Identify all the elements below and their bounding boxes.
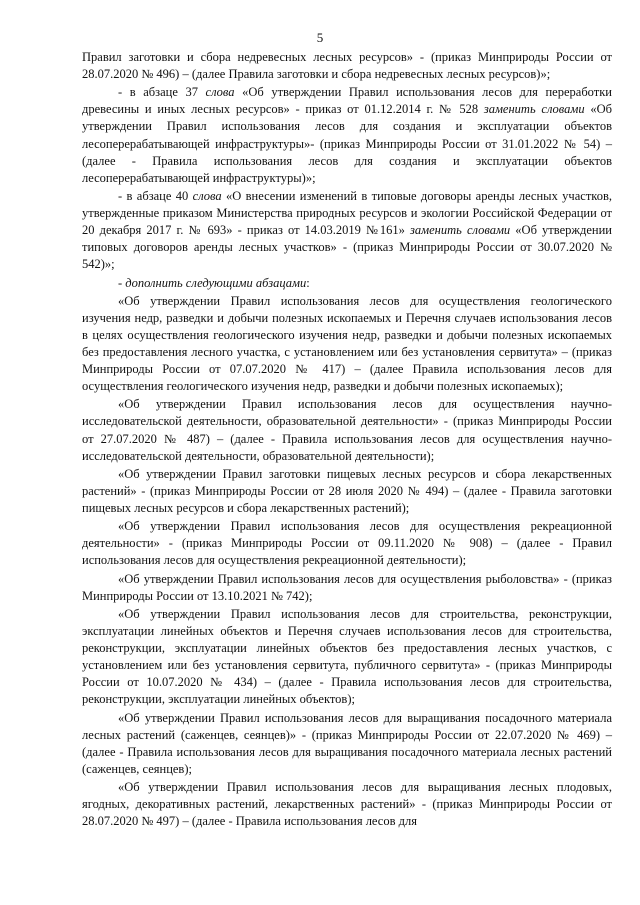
paragraph-emphasis: слова (205, 85, 235, 100)
paragraph-text: «Об утверждении Правил заготовки пищевых лесных ресурсов и сбора лекарственных растений» - (приказ Минприроды России от 28 июля 2020 № 494) – (далее - Правила заготовки пищевых лесных ресурсов и сбора лекарственных растений); (82, 466, 612, 515)
paragraph (82, 466, 612, 517)
paragraph-emphasis: заменить словами (483, 102, 585, 117)
paragraph (82, 49, 612, 83)
paragraph-text: - (118, 275, 126, 290)
paragraph (82, 606, 612, 709)
paragraph-text: Правил заготовки и сбора недревесных лесных ресурсов» - (приказ Минприроды России от 28.07.2020 № 496) – (далее Правила заготовки и сбора недревесных лесных ресурсов)»; (82, 50, 612, 82)
paragraph-text: «Об утверждении Правил использования лесов для строительства, реконструкции, эксплуатации линейных объектов и Перечня случаев использования лесов для строительства, реконструкции, эксплуатации линейных объектов без предоставления лесных участков, с установлением или без установления сервитута, публичного сервитута» - (приказ Минприроды России от 10.07.2020 № 434) – (далее - Правила использования лесов для строительства, реконструкции, эксплуатации линейных объектов); (82, 606, 612, 707)
paragraph (82, 396, 612, 464)
document-body (82, 49, 612, 831)
paragraph-text: «О внесении изменений в типовые договоры аренды лесных участков, утвержденные приказом Министерства природных ресурсов и экологии Российской Федерации от 20 декабря 2017 г. № 693» - приказ от 14.03.2019 №161» (82, 188, 612, 238)
paragraph (82, 188, 612, 273)
paragraph-text: «Об утверждении Правил использования лесов для осуществления научно-исследовательской деятельности, образовательной деятельности» - (приказ Минприроды России от 27.07.2020 № 487) – (далее - Правила использования лесов для осуществления научно-исследовательской деятельности, образовательной деятельности); (82, 397, 612, 463)
paragraph-text: «Об утверждении Правил использования лесов для осуществления рыболовства» - (приказ Минприроды России от 13.10.2021 № 742); (82, 571, 612, 603)
paragraph (82, 710, 612, 778)
paragraph-emphasis: заменить словами (410, 223, 511, 238)
paragraph-emphasis: дополнить следующими абзацами (125, 275, 307, 290)
paragraph-text: «Об утверждении Правил использования лесов для выращивания лесных плодовых, ягодных, декоративных растений, лекарственных растений» - (приказ Минприроды России от 28.07.2020 № 497) – (далее - Правила использования лесов для (82, 779, 612, 829)
paragraph-text: «Об утверждении Правил использования лесов для осуществления рекреационной деятельности» - (приказ Минприроды России от 09.11.2020 № 908) – (далее - Правил использования лесов для осуществления рекреационной деятельности); (82, 519, 612, 568)
page-number: 5 (316, 30, 324, 45)
paragraph (82, 275, 612, 292)
paragraph (82, 779, 612, 830)
paragraph (82, 571, 612, 605)
paragraph-text: «Об утверждении Правил использования лесов для переработки древесины и иных лесных ресурсов» - приказ от 01.12.2014 г. № 528 (82, 85, 612, 117)
paragraph-text: - в абзаце 37 (118, 85, 206, 100)
paragraph-text: «Об утверждении типовых договоров аренды лесных участков» - (приказ Минприроды России от 30.07.2020 № 542)»; (82, 223, 612, 272)
paragraph (82, 293, 612, 396)
paragraph-text: «Об утверждении Правил использования лесов для выращивания посадочного материала лесных растений (саженцев, сеянцев)» - (приказ Минприроды России от 22.07.2020 № 469) – (далее - Правила использования лесов для выращивания посадочного материала лесных растений (саженцев, сеянцев); (82, 710, 612, 776)
paragraph-text: : (306, 275, 310, 290)
paragraph-text: «Об утверждении Правил использования лесов для осуществления геологического изучения недр, разведки и добычи полезных ископаемых и Перечня случаев использования лесов в целях осуществления геологического изучения недр, разведки и добычи полезных ископаемых без предоставления лесного участка, с установлением или без установления сервитута» – (приказ Минприроды России от 07.07.2020 № 417) – (далее Правила использования лесов для осуществления геологического изучения недр, разведки и добычи полезных ископаемых); (82, 293, 612, 394)
paragraph (82, 518, 612, 569)
paragraph-text: «Об утверждении Правил использования лесов для создания и эксплуатации объектов лесоперерабатывающей инфраструктуры»- (приказ Минприроды России от 31.01.2022 № 54) – (далее - Правила использования лесов для создания и эксплуатации объектов лесоперерабатывающей инфраструктуры)»; (82, 102, 612, 185)
paragraph-emphasis: слова (192, 188, 222, 203)
paragraph (82, 84, 612, 187)
paragraph-text: - в абзаце 40 (118, 188, 193, 203)
